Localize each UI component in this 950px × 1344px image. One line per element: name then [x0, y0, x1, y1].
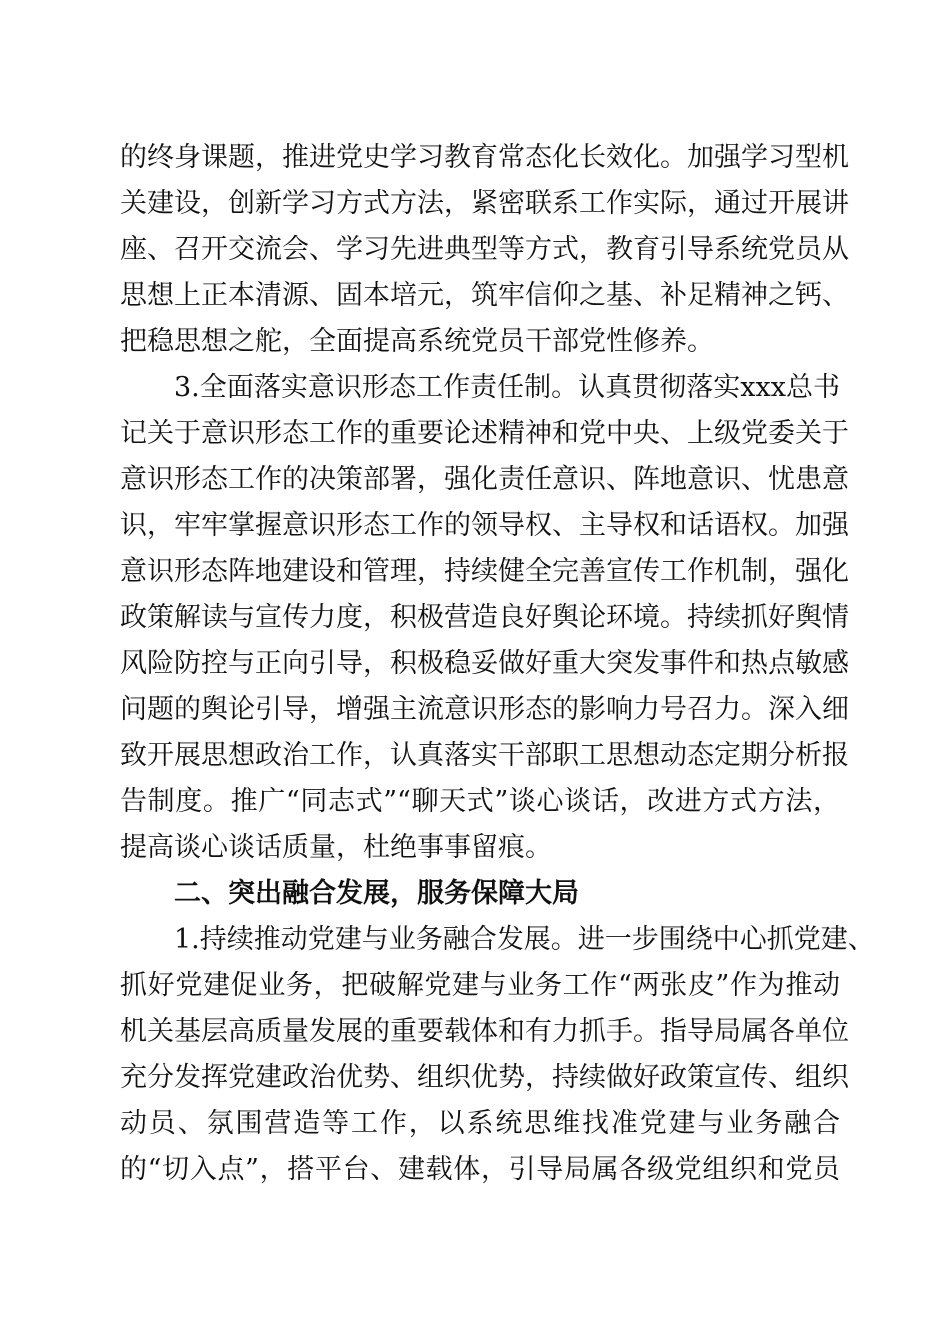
paragraph-line: 座、召开交流会、学习先进典型等方式，教育引导系统党员从 — [120, 234, 849, 265]
paragraph-line: 关建设，创新学习方式方法，紧密联系工作实际，通过开展讲 — [120, 188, 849, 219]
paragraph-line: 意识形态阵地建设和管理，持续健全完善宣传工作机制，强化 — [120, 556, 849, 587]
paragraph-line: 问题的舆论引导，增强主流意识形态的影响力号召力。深入细 — [120, 694, 849, 725]
paragraph-line: 提高谈心谈话质量，杜绝事事留痕。 — [120, 832, 552, 863]
paragraph-line: 充分发挥党建政治优势、组织优势，持续做好政策宣传、组织 — [120, 1062, 849, 1093]
paragraph-line: 抓好党建促业务，把破解党建与业务工作“两张皮”作为推动 — [120, 970, 840, 1001]
section-heading: 二、突出融合发展，服务保障大局 — [174, 878, 579, 909]
paragraph-line: 政策解读与宣传力度，积极营造良好舆论环境。持续抓好舆情 — [120, 602, 849, 633]
paragraph-line: 机关基层高质量发展的重要载体和有力抓手。指导局属各单位 — [120, 1016, 849, 1047]
paragraph-line: 思想上正本清源、固本培元，筑牢信仰之基、补足精神之钙、 — [120, 280, 849, 311]
paragraph-line: 的终身课题，推进党史学习教育常态化长效化。加强学习型机 — [120, 142, 849, 173]
paragraph-line: 意识形态工作的决策部署，强化责任意识、阵地意识、忧患意 — [120, 464, 849, 495]
paragraph-line: 告制度。推广“同志式”“聊天式”谈心谈话，改进方式方法， — [120, 786, 840, 817]
paragraph-line: 1.持续推动党建与业务融合发展。进一步围绕中心抓党建、 — [174, 924, 875, 955]
paragraph-line: 把稳思想之舵，全面提高系统党员干部党性修养。 — [120, 326, 714, 357]
paragraph-line: 3.全面落实意识形态工作责任制。认真贯彻落实xxx总书 — [174, 372, 840, 403]
paragraph-line: 的“切入点”，搭平台、建载体，引导局属各级党组织和党员 — [120, 1154, 840, 1185]
paragraph-line: 风险防控与正向引导，积极稳妥做好重大突发事件和热点敏感 — [120, 648, 849, 679]
paragraph-line: 识，牢牢掌握意识形态工作的领导权、主导权和话语权。加强 — [120, 510, 849, 541]
paragraph-line: 动员、氛围营造等工作，以系统思维找准党建与业务融合 — [120, 1108, 840, 1139]
paragraph-line: 记关于意识形态工作的重要论述精神和党中央、上级党委关于 — [120, 418, 849, 449]
paragraph-line: 致开展思想政治工作，认真落实干部职工思想动态定期分析报 — [120, 740, 849, 771]
